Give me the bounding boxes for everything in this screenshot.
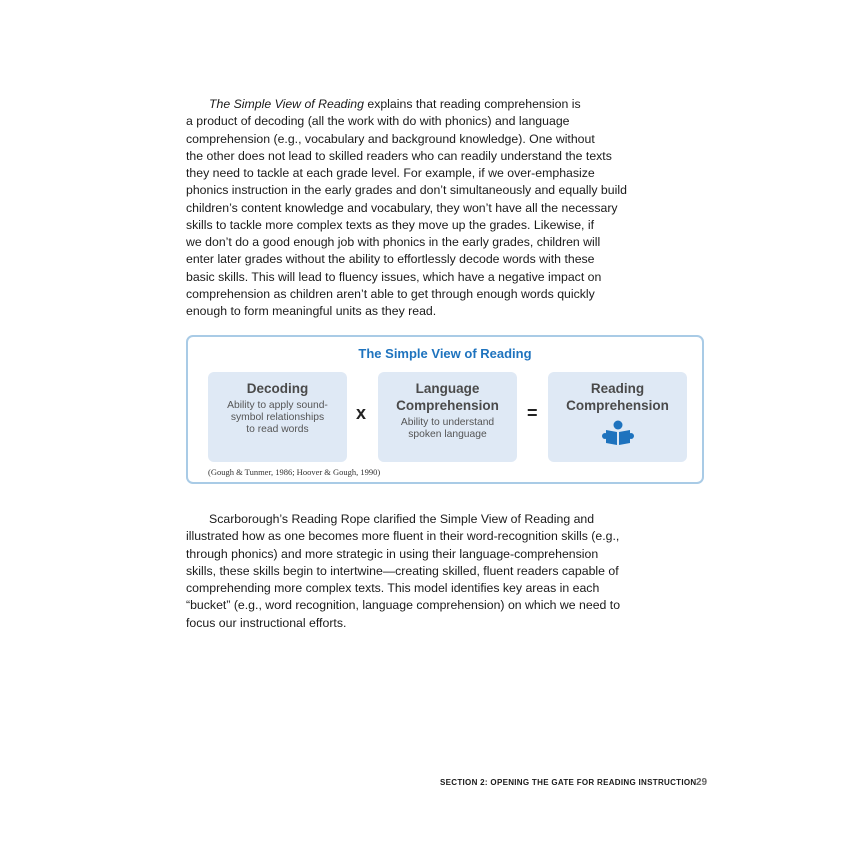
reading-comprehension-heading: Reading Comprehension [566,381,669,413]
paragraph-line: comprehension as children aren’t able to get through enough words quickly [186,286,595,301]
paragraph-line: enter later grades without the ability to effortlessly decode words with these [186,252,595,267]
reader-icon [601,420,635,446]
paragraph-line: “bucket” (e.g., word recognition, language comprehension) on which we need to [186,598,621,613]
equals-operator: = [527,403,538,423]
page-number: 29 [696,777,708,788]
paragraph-line: the other does not lead to skilled readers who can readily understand the texts [186,148,612,163]
paragraph-line: they need to tackle at each grade level. For example, if we over-emphasize [186,166,595,180]
paragraph-line: through phonics) and more strategic in using their language-comprehension [186,546,599,561]
running-footer: SECTION 2: OPENING THE GATE FOR READING INSTRUCTION [440,778,697,787]
book-title: The Simple View of Reading [209,97,364,111]
paragraph-line: skills, these skills begin to intertwine—creating skilled, fluent readers capable of [186,563,619,578]
paragraph-line: Scarborough’s Reading Rope clarified the Simple View of Reading and [209,512,595,526]
reading-rope-paragraph [186,511,646,632]
paragraph-line: illustrated how as one becomes more fluent in their word-recognition skills (e.g., [186,529,620,544]
multiply-operator: x [356,403,367,423]
paragraph-line: children’s content knowledge and vocabulary, they won’t have all the necessary [186,200,618,215]
decoding-heading: Decoding [246,381,309,396]
paragraph-line: phonics instruction in the early grades and don’t simultaneously and equally build [186,183,627,198]
paragraph-line: a product of decoding (all the work with do with phonics) and language [186,114,570,129]
figure-title: The Simple View of Reading [358,346,532,361]
decoding-description: Ability to apply sound- symbol relationships to read words [227,400,328,435]
paragraph-line: comprehending more complex texts. This model identifies key areas in each [186,581,600,595]
paragraph-line: comprehension (e.g., vocabulary and background knowledge). One without [186,131,595,146]
language-comprehension-description: Ability to understand spoken language [400,417,495,440]
paragraph-line: we don’t do a good enough job with phonics in the early grades, children will [186,235,601,249]
figure-citation: (Gough & Tunmer, 1986; Hoover & Gough, 1990) [208,467,381,477]
language-comprehension-box [378,372,517,462]
paragraph-line: basic skills. This will lead to fluency issues, which have a negative impact on [186,269,602,284]
intro-paragraph [186,96,646,320]
paragraph-line: focus our instructional efforts. [186,615,347,630]
paragraph-line: skills to tackle more complex texts as they move up the grades. Likewise, if [186,217,595,232]
decoding-box [208,372,347,462]
language-comprehension-heading: Language Comprehension [396,381,499,413]
paragraph-line: The Simple View of Reading explains that reading comprehension is [209,97,581,111]
paragraph-line: enough to form meaningful units as they read. [186,304,437,318]
reading-comprehension-box [548,372,687,462]
simple-view-figure [186,335,704,484]
